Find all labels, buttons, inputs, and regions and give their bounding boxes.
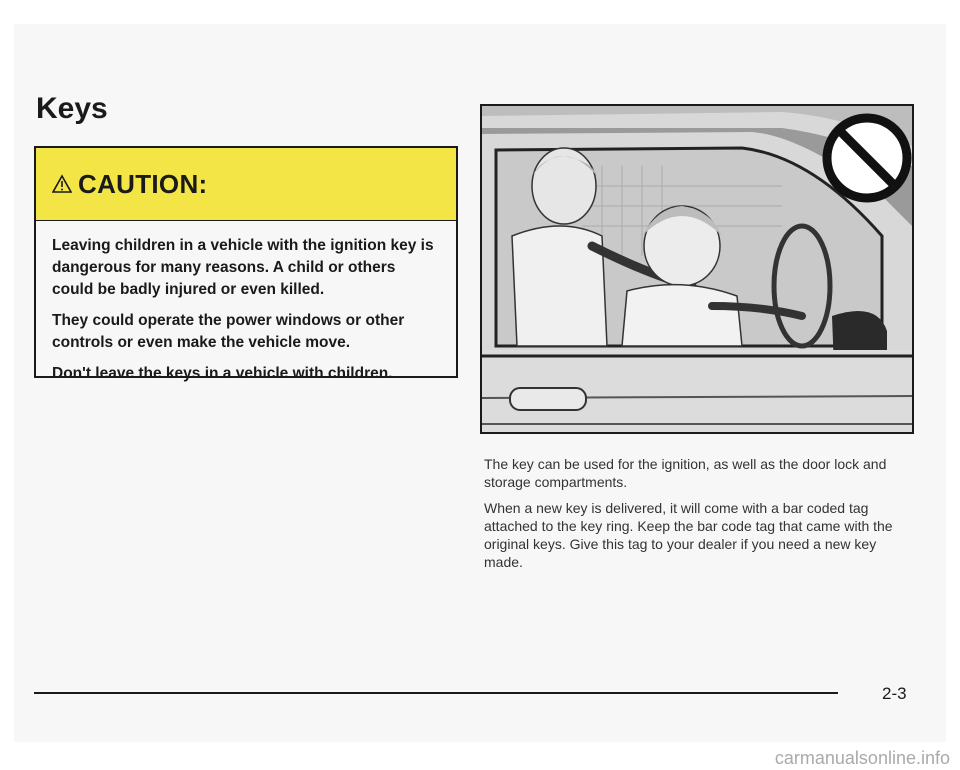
caution-header — [36, 148, 456, 221]
caution-paragraph: They could operate the power windows or other controls or even make the vehicle move. — [52, 312, 405, 351]
page-title: Keys — [36, 92, 108, 125]
caution-box — [34, 146, 458, 382]
body-paragraph: When a new key is delivered, it will come with a bar coded tag attached to the key ring. Keep the bar code tag that came with the original keys. Give this tag to your dealer if you need a new key made. — [484, 500, 893, 570]
warning-triangle-icon — [52, 174, 72, 194]
page-number: 2-3 — [882, 684, 907, 703]
caution-body — [36, 221, 456, 385]
caution-paragraph: Don't leave the keys in a vehicle with children. — [52, 365, 393, 382]
caution-paragraph: Leaving children in a vehicle with the ignition key is dangerous for many reasons. A child or others could be badly injured or even killed. — [52, 237, 434, 298]
footer-rule — [34, 692, 838, 694]
caution-heading: CAUTION: — [78, 168, 208, 199]
children-in-car-illustration — [480, 104, 914, 434]
watermark: carmanualsonline.info — [774, 748, 950, 768]
body-paragraph: The key can be used for the ignition, as well as the door lock and storage compartments. — [484, 456, 887, 490]
body-text — [484, 455, 912, 579]
